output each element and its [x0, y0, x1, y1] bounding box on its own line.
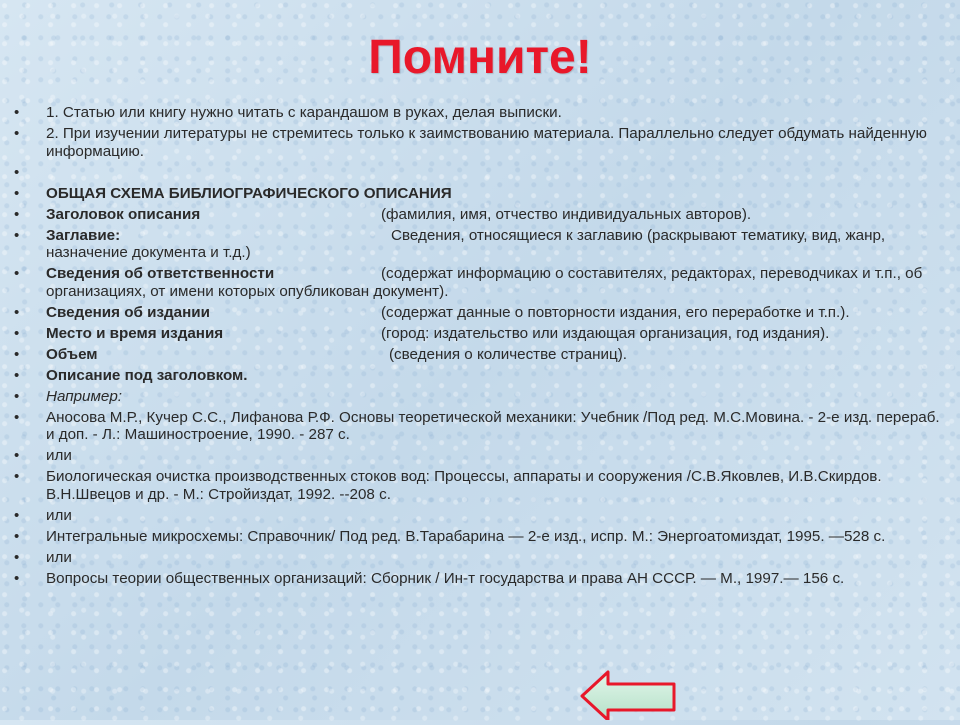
- list-item: [14, 206, 944, 224]
- bullet: •: [14, 324, 20, 342]
- list-item: [14, 367, 944, 385]
- bullet: •: [14, 163, 20, 181]
- bullet: •: [14, 104, 20, 121]
- list-item: [14, 325, 944, 343]
- example-4: Вопросы теории общественных организаций: Сборник / Ин-т государства и права АН СССР. — М., 1997.— 156 с.: [46, 569, 845, 587]
- desc-place: (город: издательство или издающая организация, год издания).: [381, 324, 830, 342]
- list-item: [14, 304, 944, 322]
- tip-1: 1. Статью или книгу нужно читать с карандашом в руках, делая выписки.: [46, 104, 562, 121]
- example-label: Например:: [46, 387, 123, 405]
- list-item: [14, 265, 944, 300]
- list-item: [14, 468, 944, 503]
- bullet: •: [14, 569, 20, 587]
- desc-header: (фамилия, имя, отчество индивидуальных авторов).: [381, 205, 752, 223]
- list-item: [14, 409, 944, 444]
- tip-2: 2. При изучении литературы не стремитесь только к заимствованию материала. Параллельно следует обдумать найденную информацию.: [46, 125, 927, 160]
- desc-volume: (сведения о количестве страниц).: [389, 345, 627, 363]
- back-button[interactable]: [578, 670, 678, 720]
- list-item: [14, 549, 944, 567]
- list-item: [14, 346, 944, 364]
- term-responsibility: Сведения об ответственности: [46, 265, 275, 282]
- left-arrow-icon: [578, 670, 678, 720]
- or-3: или: [46, 548, 72, 566]
- under-header: Описание под заголовком.: [46, 366, 248, 384]
- page-title: Помните!: [368, 31, 592, 84]
- list-item: [14, 388, 944, 406]
- list-item: [14, 185, 944, 203]
- list-item: [14, 570, 944, 588]
- example-3: Интегральные микросхемы: Справочник/ Под ред. В.Тарабарина — 2-е изд., испр. М.: Энергоатомиздат, 1995. —528 с.: [46, 527, 886, 545]
- example-2: Биологическая очистка производственных стоков вод: Процессы, аппараты и сооружения /С.В.Яковлев, И.В.Скирдов. В.Н.Швецов и др. - М.: Стройиздат, 1992. --208 с.: [46, 468, 882, 503]
- scheme-heading: ОБЩАЯ СХЕМА БИБЛИОГРАФИЧЕСКОГО ОПИСАНИЯ: [46, 184, 452, 202]
- desc-edition: (содержат данные о повторности издания, его переработке и т.п.).: [381, 303, 850, 321]
- bullet: •: [14, 303, 20, 321]
- term-place: Место и время издания: [46, 324, 224, 342]
- list-item-empty: [14, 164, 944, 182]
- bullet: •: [14, 527, 20, 545]
- list-item: [14, 104, 944, 122]
- bullet: •: [14, 408, 20, 426]
- list-item: [14, 227, 944, 262]
- bullet: •: [14, 447, 20, 464]
- term-edition: Сведения об издании: [46, 303, 210, 321]
- list-item: [14, 507, 944, 525]
- term-title: Заглавие:: [46, 226, 121, 244]
- list-item: [14, 125, 944, 160]
- example-1: Аносова М.Р., Кучер С.С., Лифанова Р.Ф. Основы теоретической механики: Учебник /Под ред. М.С.Мовина. - 2-е изд. перераб. и доп. - Л.: Машиностроение, 1990. - 287 с.: [46, 408, 940, 443]
- term-header: Заголовок описания: [46, 205, 201, 223]
- bullet: •: [14, 468, 20, 485]
- bullet: •: [14, 226, 20, 244]
- desc-title: Сведения, относящиеся к заглавию (раскрывают тематику, вид, жанр, назначение документа и т.д.): [46, 226, 886, 261]
- bullet: •: [14, 345, 20, 363]
- bullet: •: [14, 506, 20, 524]
- content-list: [14, 104, 944, 591]
- bullet: •: [14, 205, 20, 223]
- list-item: [14, 528, 944, 546]
- term-volume: Объем: [46, 345, 98, 363]
- bullet: •: [14, 366, 20, 384]
- bullet: •: [14, 125, 20, 142]
- bullet: •: [14, 184, 20, 202]
- desc-responsibility: (содержат информацию о составителях, редакторах, переводчиках и т.п., об организациях, от имени которых опубликован документ).: [46, 265, 923, 300]
- or-1: или: [46, 447, 72, 464]
- bullet: •: [14, 548, 20, 566]
- bullet: •: [14, 387, 20, 405]
- bullet: •: [14, 265, 20, 282]
- or-2: или: [46, 506, 72, 524]
- list-item: [14, 447, 944, 465]
